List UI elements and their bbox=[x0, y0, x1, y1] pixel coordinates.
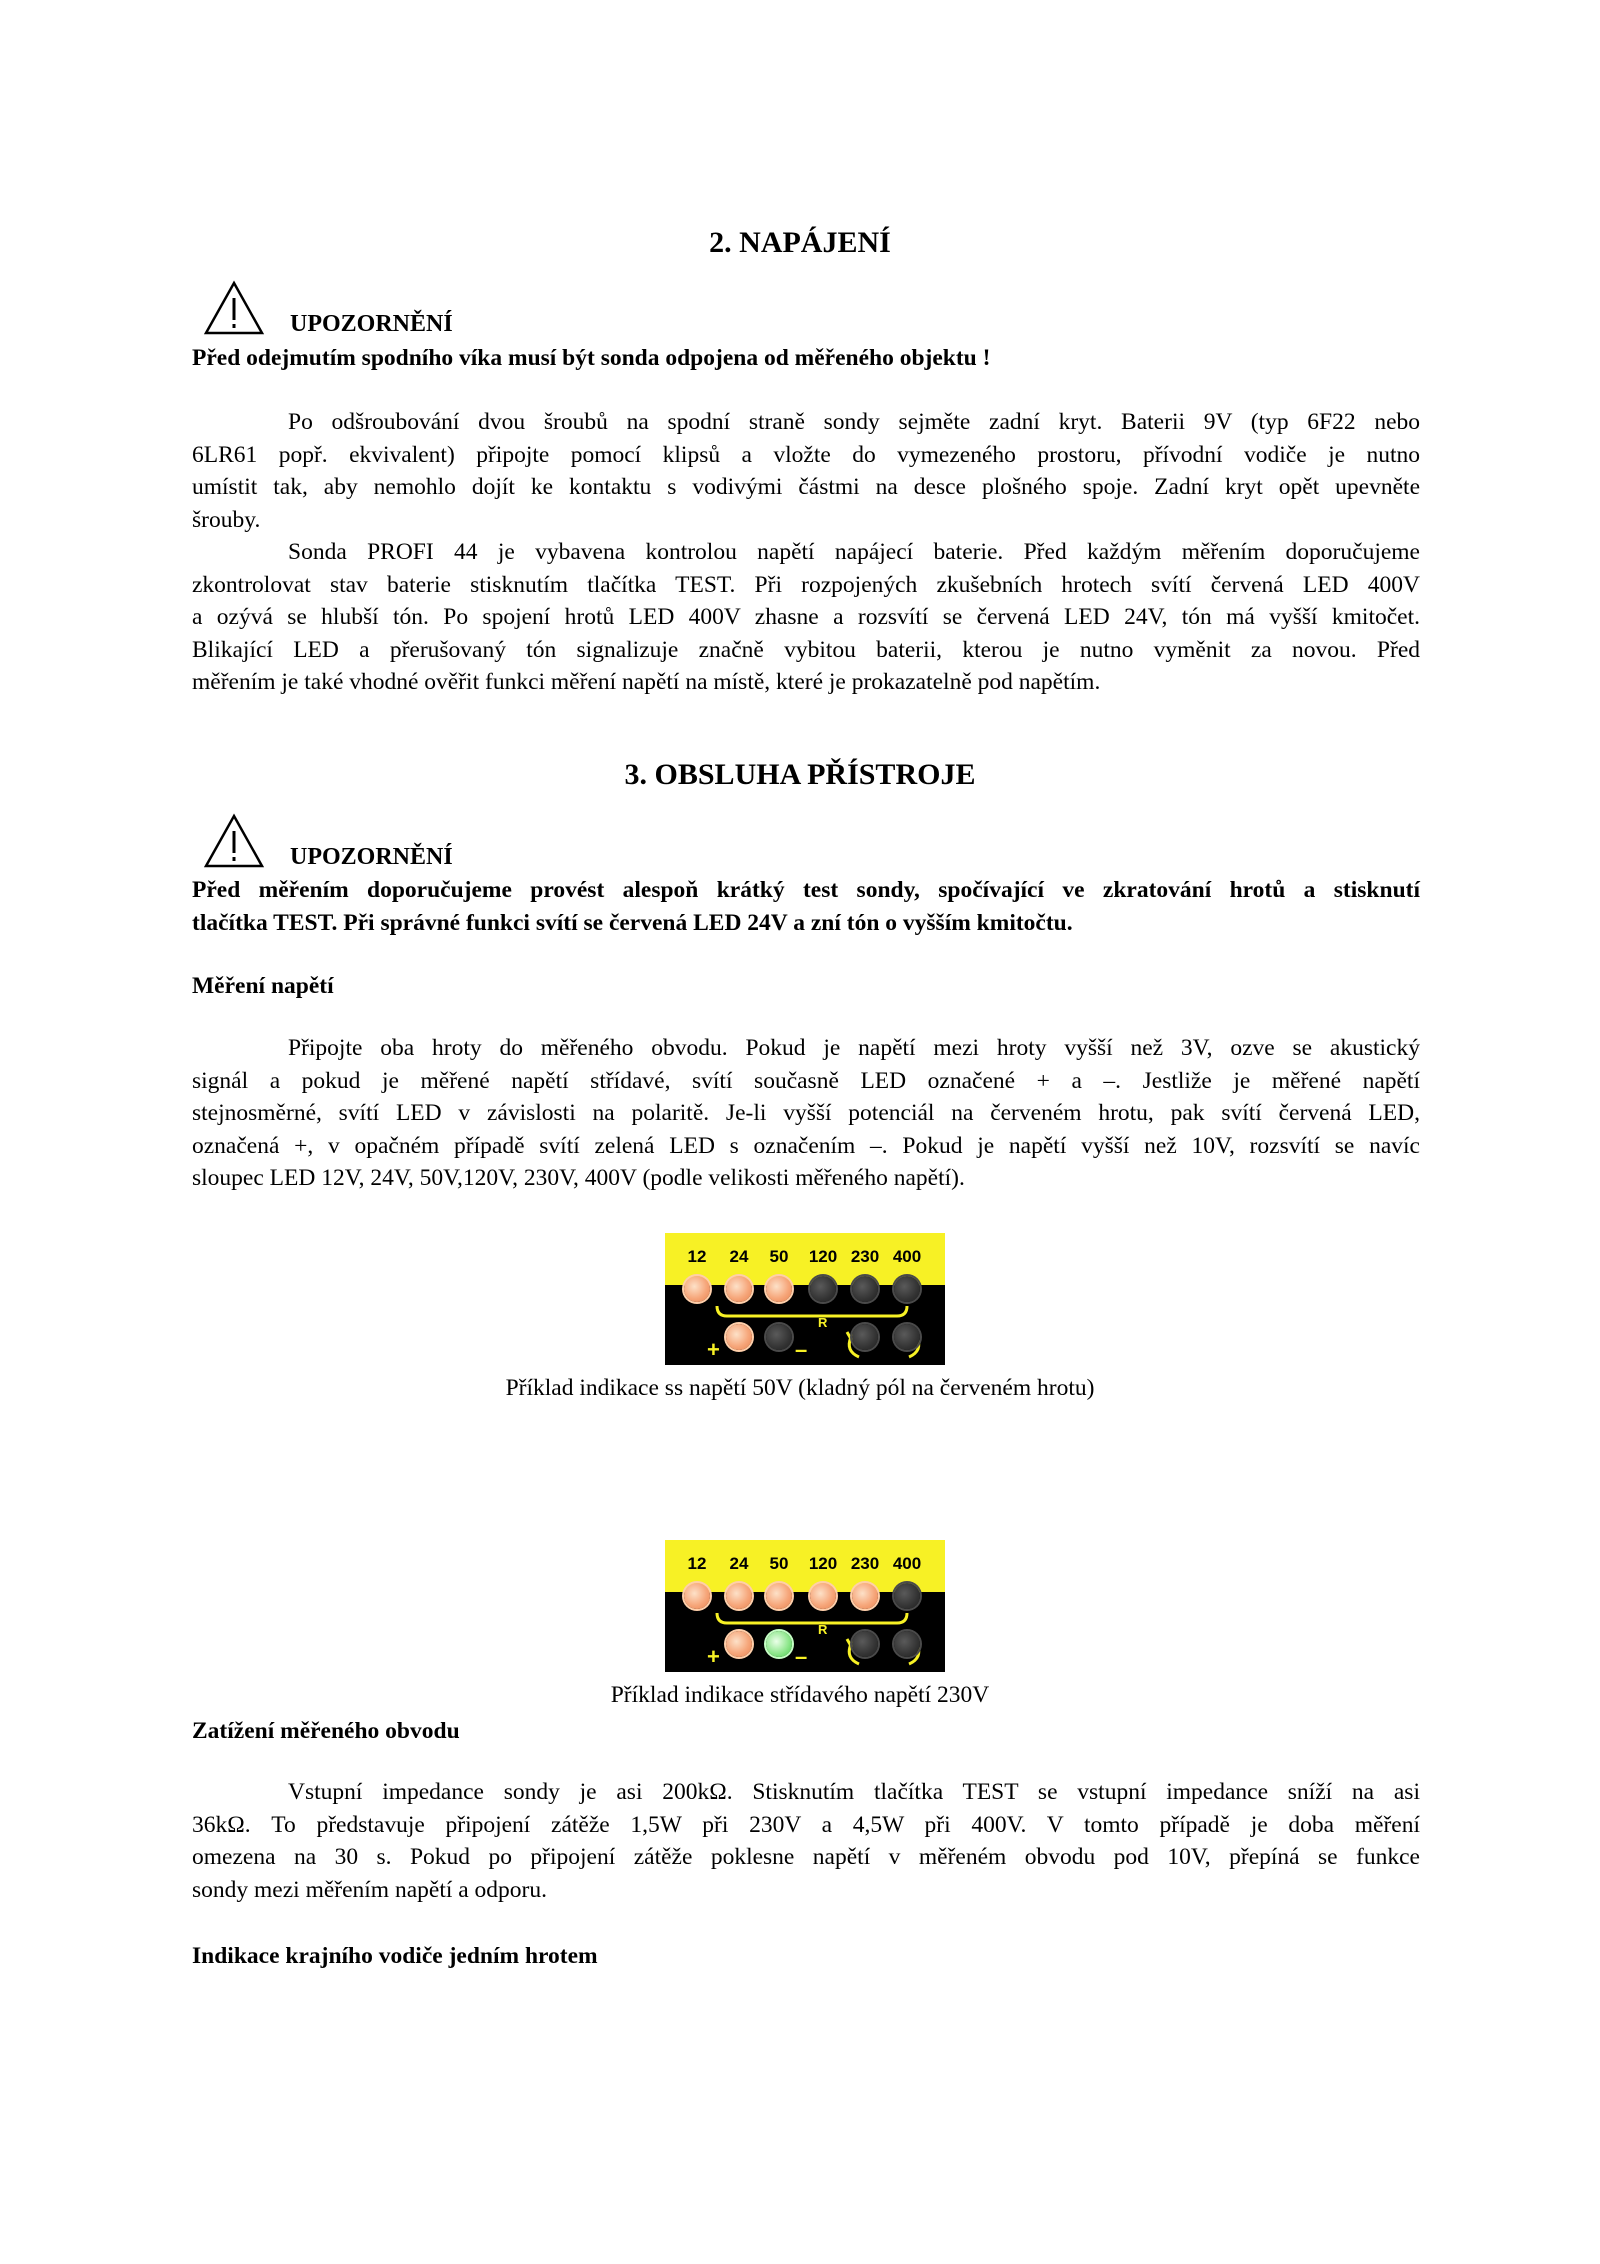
led-230v bbox=[852, 1276, 878, 1302]
text-line: Před měřením doporučujeme provést alespoň krátký test sondy, spočívající ve zkratování hrotů a stisknutí bbox=[192, 877, 1420, 903]
plus-sign: + bbox=[707, 1644, 720, 1669]
led-plus bbox=[726, 1324, 752, 1350]
warning-text: Před odejmutím spodního víka musí být sonda odpojena od měřeného objektu ! bbox=[192, 345, 991, 371]
text-line: tlačítka TEST. Při správné funkci svítí se červená LED 24V a zní tón o vyšším kmitočtu. bbox=[192, 909, 1073, 936]
text-line: sondy mezi měřením napětí a odporu. bbox=[192, 1876, 548, 1903]
section-title-napajeni: 2. NAPÁJENÍ bbox=[709, 226, 891, 259]
heading-circuit-load: Zatížení měřeného obvodu bbox=[192, 1718, 460, 1744]
text-line: Sonda PROFI 44 je vybavena kontrolou napětí napájecí baterie. Před každým měřením doporučujeme bbox=[288, 539, 1420, 565]
heading-phase-indication: Indikace krajního vodiče jedním hrotem bbox=[192, 1943, 598, 1969]
led-minus bbox=[766, 1324, 792, 1350]
figure-caption: Příklad indikace střídavého napětí 230V bbox=[610, 1682, 990, 1708]
voltage-label-120: 120 bbox=[808, 1247, 838, 1266]
voltage-label-12: 12 bbox=[687, 1247, 707, 1266]
text-line: Připojte oba hroty do měřeného obvodu. Pokud je napětí mezi hroty vyšší než 3V, ozve se akustický bbox=[288, 1035, 1420, 1061]
led-resistance-1 bbox=[852, 1631, 878, 1657]
voltage-label-24: 24 bbox=[729, 1554, 749, 1573]
led-12v bbox=[684, 1276, 710, 1302]
text-line: sloupec LED 12V, 24V, 50V,120V, 230V, 400V (podle velikosti měřeného napětí). bbox=[192, 1165, 965, 1191]
warning-text bbox=[192, 874, 1420, 939]
led-resistance-1 bbox=[852, 1324, 878, 1350]
text-line: šrouby. bbox=[192, 506, 261, 533]
led-50v bbox=[766, 1276, 792, 1302]
paragraph-voltage bbox=[192, 1032, 1420, 1195]
minus-sign: – bbox=[795, 1644, 808, 1669]
resistance-label: R bbox=[818, 1622, 828, 1637]
paragraph-load bbox=[192, 1776, 1420, 1906]
voltage-label-24: 24 bbox=[729, 1247, 749, 1266]
figure-caption: Příklad indikace ss napětí 50V (kladný pól na červeném hrotu) bbox=[505, 1375, 1095, 1401]
warning-triangle-icon bbox=[203, 813, 265, 869]
paragraph-battery bbox=[192, 406, 1420, 536]
heading-voltage-measurement: Měření napětí bbox=[192, 973, 334, 999]
led-400v bbox=[894, 1583, 920, 1609]
led-resistance-2 bbox=[894, 1631, 920, 1657]
text-line: označená +, v opačném případě svítí zelená LED s označením –. Pokud je napětí vyšší než 10V, rozsvítí se navíc bbox=[192, 1132, 1420, 1159]
warning-triangle-icon bbox=[203, 280, 265, 336]
led-400v bbox=[894, 1276, 920, 1302]
text-line: 36kΩ. To představuje připojení zátěže 1,5W při 230V a 4,5W při 400V. V tomto případě je doba měření bbox=[192, 1811, 1420, 1838]
voltage-label-120: 120 bbox=[808, 1554, 838, 1573]
minus-sign: – bbox=[795, 1337, 808, 1362]
text-line: omezena na 30 s. Pokud po připojení zátěže poklesne napětí v měřeném obvodu pod 10V, přepíná se funkce bbox=[192, 1844, 1420, 1870]
resistance-label: R bbox=[818, 1315, 828, 1330]
led-panel-ac-230v bbox=[665, 1540, 945, 1672]
paragraph-battery-check bbox=[192, 536, 1420, 699]
led-24v bbox=[726, 1276, 752, 1302]
voltage-label-400: 400 bbox=[892, 1554, 922, 1573]
text-line: stejnosměrné, svítí LED v závislosti na polaritě. Je-li vyšší potenciál na červeném hrotu, pak svítí červená LED, bbox=[192, 1100, 1420, 1126]
led-50v bbox=[766, 1583, 792, 1609]
led-230v bbox=[852, 1583, 878, 1609]
text-line: a ozývá se hlubší tón. Po spojení hrotů LED 400V zhasne a rozsvítí se červená LED 24V, tón má vyšší kmitočet. bbox=[192, 604, 1420, 630]
voltage-label-230: 230 bbox=[850, 1554, 880, 1573]
text-line: Po odšroubování dvou šroubů na spodní straně sondy sejměte zadní kryt. Baterii 9V (typ 6F22 nebo bbox=[288, 409, 1420, 435]
text-line: Blikající LED a přerušovaný tón signalizuje značně vybitou baterii, kterou je nutno vyměnit za novou. Před bbox=[192, 636, 1420, 663]
led-24v bbox=[726, 1583, 752, 1609]
led-minus bbox=[766, 1631, 792, 1657]
text-line: umístit tak, aby nemohlo dojít ke kontaktu s vodivými částmi na desce plošného spoje. Zadní kryt opět upevněte bbox=[192, 474, 1420, 500]
text-line: 6LR61 popř. ekvivalent) připojte pomocí klipsů a vložte do vymezeného prostoru, přívodní vodiče je nutno bbox=[192, 441, 1420, 468]
led-panel-dc-50v bbox=[665, 1233, 945, 1365]
warning-label: UPOZORNĚNÍ bbox=[290, 844, 453, 870]
section-title-obsluha: 3. OBSLUHA PŘÍSTROJE bbox=[624, 758, 976, 791]
voltage-label-12: 12 bbox=[687, 1554, 707, 1573]
warning-label: UPOZORNĚNÍ bbox=[290, 311, 453, 337]
led-120v bbox=[810, 1276, 836, 1302]
led-120v bbox=[810, 1583, 836, 1609]
led-plus bbox=[726, 1631, 752, 1657]
led-resistance-2 bbox=[894, 1324, 920, 1350]
text-line: signál a pokud je měřené napětí střídavé, svítí současně LED označené + a –. Jestliže je měřené napětí bbox=[192, 1067, 1420, 1094]
voltage-label-50: 50 bbox=[769, 1247, 789, 1266]
text-line: měřením je také vhodné ověřit funkci měření napětí na místě, které je prokazatelně pod napětím. bbox=[192, 669, 1101, 695]
voltage-label-50: 50 bbox=[769, 1554, 789, 1573]
text-line: zkontrolovat stav baterie stisknutím tlačítka TEST. Při rozpojených zkušebních hrotech svítí červená LED 400V bbox=[192, 571, 1420, 598]
voltage-label-230: 230 bbox=[850, 1247, 880, 1266]
led-12v bbox=[684, 1583, 710, 1609]
voltage-label-400: 400 bbox=[892, 1247, 922, 1266]
text-line: Vstupní impedance sondy je asi 200kΩ. Stisknutím tlačítka TEST se vstupní impedance sníží na asi bbox=[288, 1779, 1420, 1805]
plus-sign: + bbox=[707, 1337, 720, 1362]
